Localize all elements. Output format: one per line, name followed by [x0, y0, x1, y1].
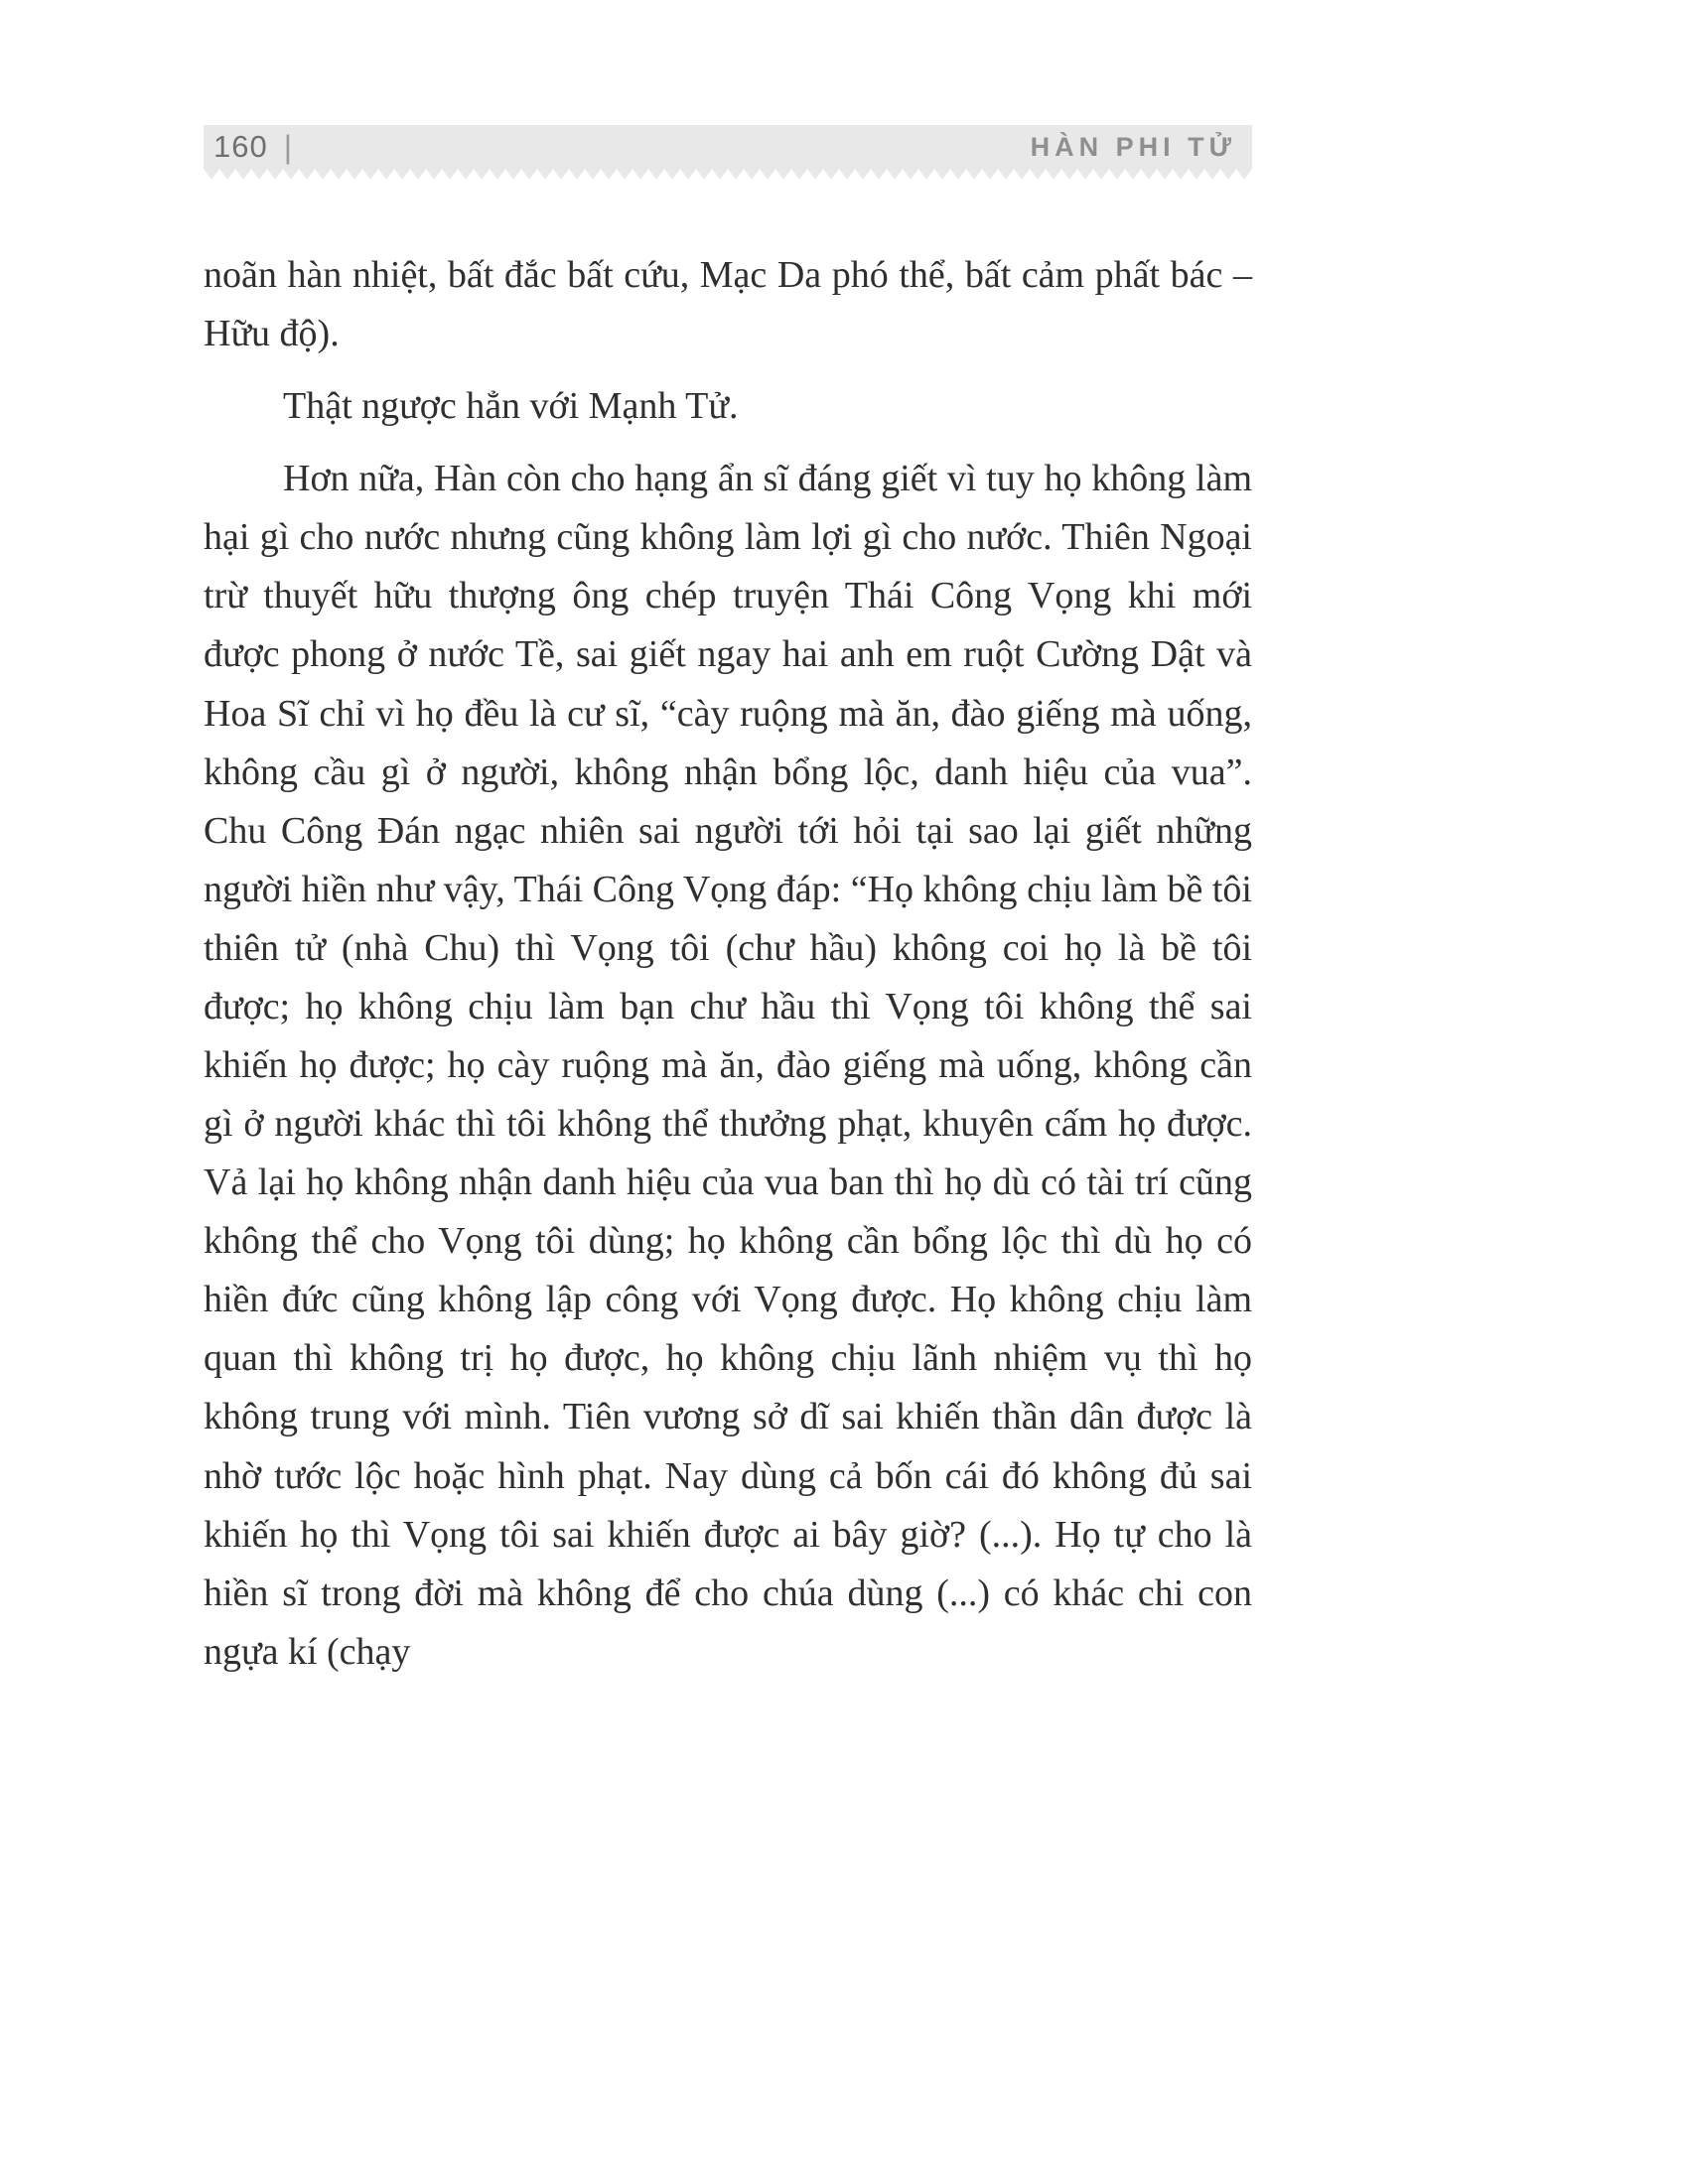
header-strip	[204, 125, 1252, 169]
page-number: 160	[213, 129, 268, 164]
page-header	[204, 125, 1252, 180]
page-body	[204, 246, 1252, 1696]
header-zigzag-edge	[204, 169, 1252, 180]
running-head-title: HÀN PHI TỬ	[1030, 131, 1236, 162]
header-divider: |	[283, 129, 293, 165]
paragraph: Thật ngược hẳn với Mạnh Tử.	[283, 385, 739, 428]
paragraph: Hơn nữa, Hàn còn cho hạng ẩn sĩ đáng giết vì tuy họ không làm hại gì cho nước nhưng cũng không làm lợi gì cho nước. Thiên Ngoại trừ thuyết hữu thượng ông chép truyện Thái Công Vọng khi mới được phong ở nước Tề, sai giết ngay hai anh em ruột Cường Dật và Hoa Sĩ chỉ vì họ đều là cư sĩ, “cày ruộng mà ăn, đào giếng mà uống, không cầu gì ở người, không nhận bổng lộc, danh hiệu của vua”. Chu Công Đán ngạc nhiên sai người tới hỏi tại sao lại giết những người hiền như vậy, Thái Công Vọng đáp: “Họ không chịu làm bề tôi thiên tử (nhà Chu) thì Vọng tôi (chư hầu) không coi họ là bề tôi được; họ không chịu làm bạn chư hầu thì Vọng tôi không thể sai khiến họ được; họ cày ruộng mà ăn, đào giếng mà uống, không cần gì ở người khác thì tôi không thể thưởng phạt, khuyên cấm họ được. Vả lại họ không nhận danh hiệu của vua ban thì họ dù có tài trí cũng không thể cho Vọng tôi dùng; họ không cần bổng lộc thì dù họ có hiền đức cũng không lập công với Vọng được. Họ không chịu làm quan thì không trị họ được, họ không chịu lãnh nhiệm vụ thì họ không trung với mình. Tiên vương sở dĩ sai khiến thần dân được là nhờ tước lộc hoặc hình phạt. Nay dùng cả bốn cái đó không đủ sai khiến họ thì Vọng tôi sai khiến được ai bây giờ? (...). Họ tự cho là hiền sĩ trong đời mà không để cho chúa dùng (...) có khác chi con ngựa kí (chạy	[204, 458, 1252, 1673]
paragraph-continuation: noãn hàn nhiệt, bất đắc bất cứu, Mạc Da phó thể, bất cảm phất bác – Hữu độ).	[204, 254, 1252, 355]
page-number-group	[213, 129, 292, 165]
